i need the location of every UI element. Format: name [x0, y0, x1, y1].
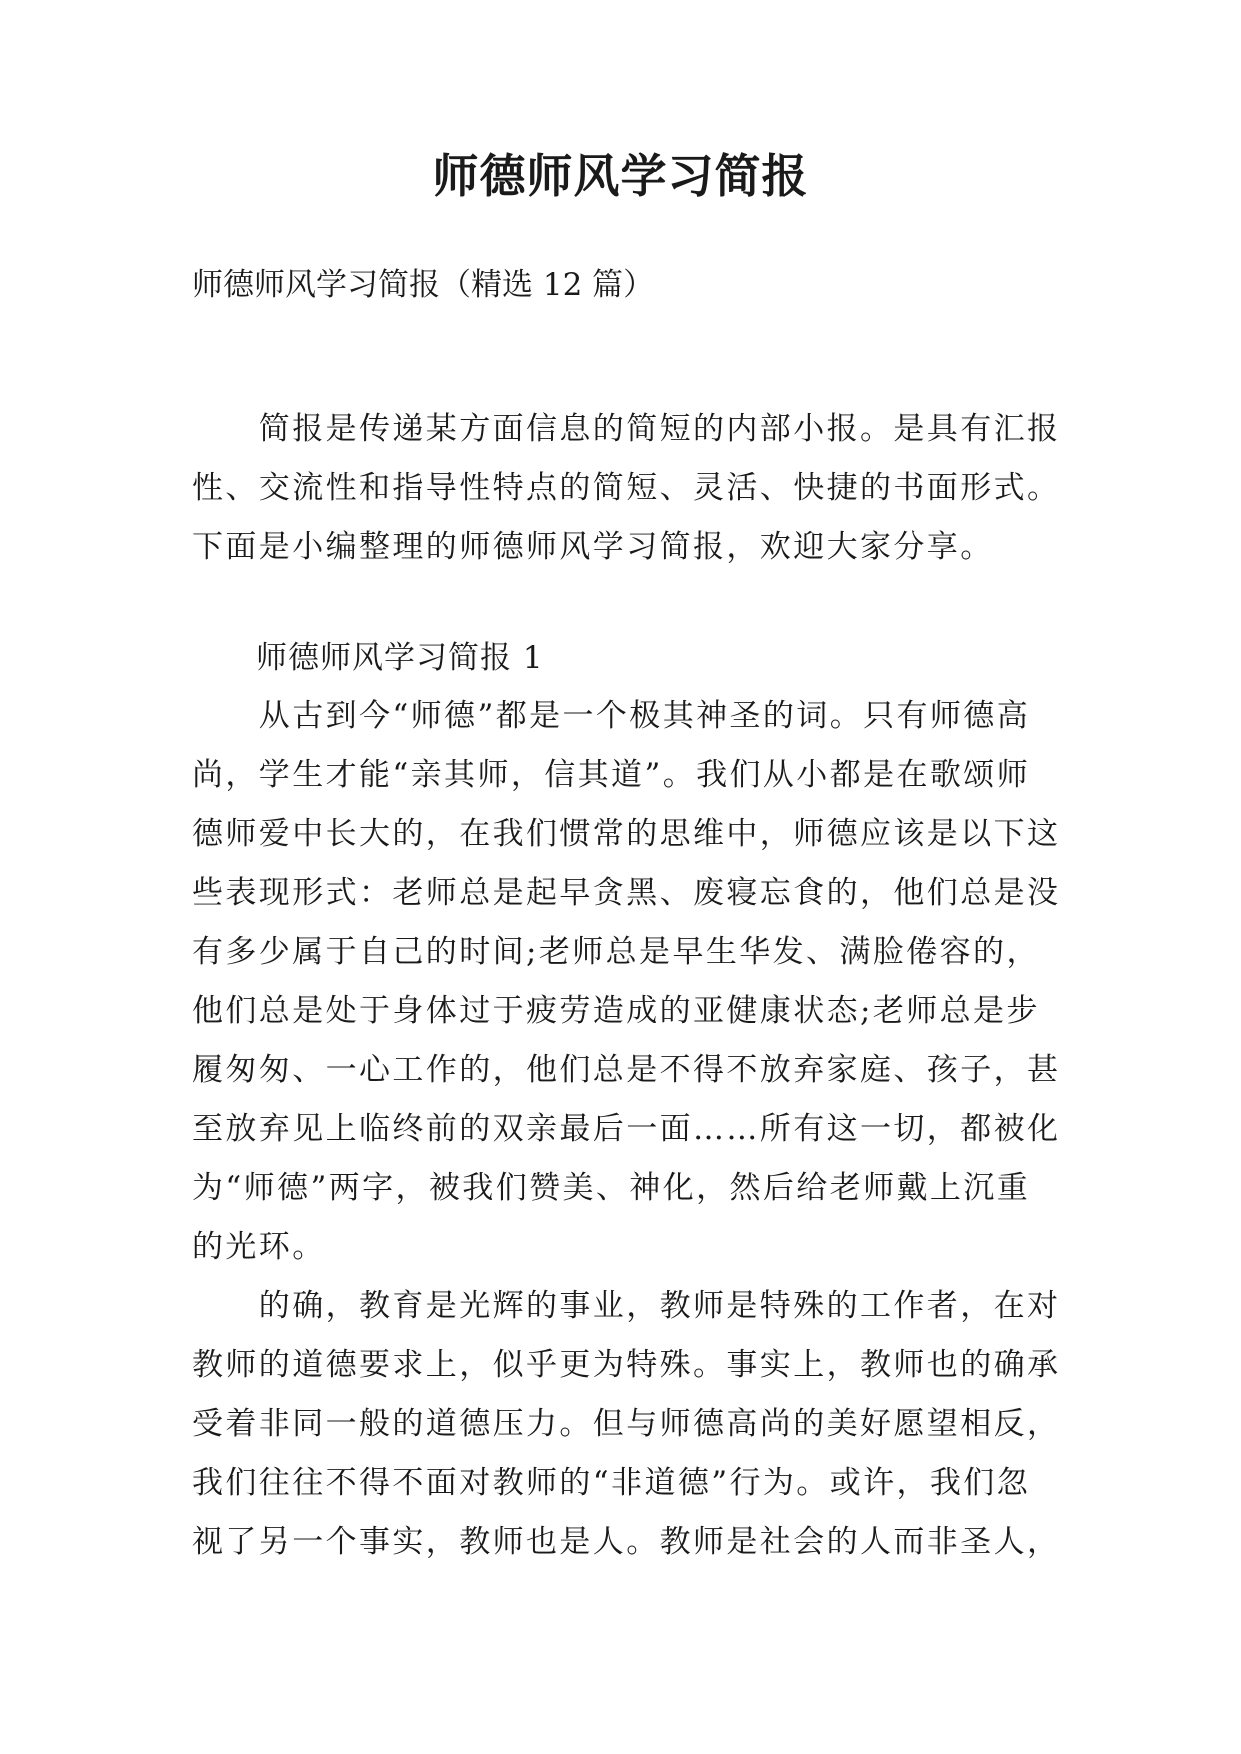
body-line: 他们总是处于身体过于疲劳造成的亚健康状态;老师总是步: [192, 993, 1040, 1029]
body-line: 些表现形式：老师总是起早贪黑、废寝忘食的，他们总是没: [192, 875, 1061, 911]
body-line: 教师的道德要求上，似乎更为特殊。事实上，教师也的确承: [192, 1347, 1061, 1383]
body-line: 为“师德”两字，被我们赞美、神化，然后给老师戴上沉重: [192, 1170, 1031, 1206]
body-line: 受着非同一般的道德压力。但与师德高尚的美好愿望相反，: [192, 1406, 1061, 1442]
intro-line: 简报是传递某方面信息的简短的内部小报。是具有汇报: [192, 411, 1061, 447]
document-title: 师德师风学习简报: [432, 149, 809, 203]
body-line: 有多少属于自己的时间;老师总是早生华发、满脸倦容的，: [192, 934, 1040, 970]
body-line: 的光环。: [192, 1229, 326, 1265]
intro-line: 下面是小编整理的师德师风学习简报，欢迎大家分享。: [192, 529, 994, 565]
intro-line: 性、交流性和指导性特点的简短、灵活、快捷的书面形式。: [192, 470, 1061, 506]
body-line: 视了另一个事实，教师也是人。教师是社会的人而非圣人，: [192, 1524, 1061, 1560]
body-line: 的确，教育是光辉的事业，教师是特殊的工作者，在对: [192, 1288, 1061, 1324]
section-body: [192, 687, 1072, 1572]
body-line: 履匆匆、一心工作的，他们总是不得不放弃家庭、孩子，甚: [192, 1052, 1061, 1088]
body-line: 我们往往不得不面对教师的“非道德”行为。或许，我们忽: [192, 1465, 1031, 1501]
body-line: 尚，学生才能“亲其师，信其道”。我们从小都是在歌颂师: [192, 757, 1031, 793]
intro-paragraph: [192, 400, 1072, 577]
body-line: 至放弃见上临终前的双亲最后一面……所有这一切，都被化: [192, 1111, 1061, 1147]
document-subtitle: 师德师风学习简报（精选 12 篇）: [192, 267, 655, 303]
body-line: 德师爱中长大的，在我们惯常的思维中，师德应该是以下这: [192, 816, 1061, 852]
body-line: 从古到今“师德”都是一个极其神圣的词。只有师德高: [192, 698, 1031, 734]
section-heading: 师德师风学习简报 1: [256, 640, 544, 676]
